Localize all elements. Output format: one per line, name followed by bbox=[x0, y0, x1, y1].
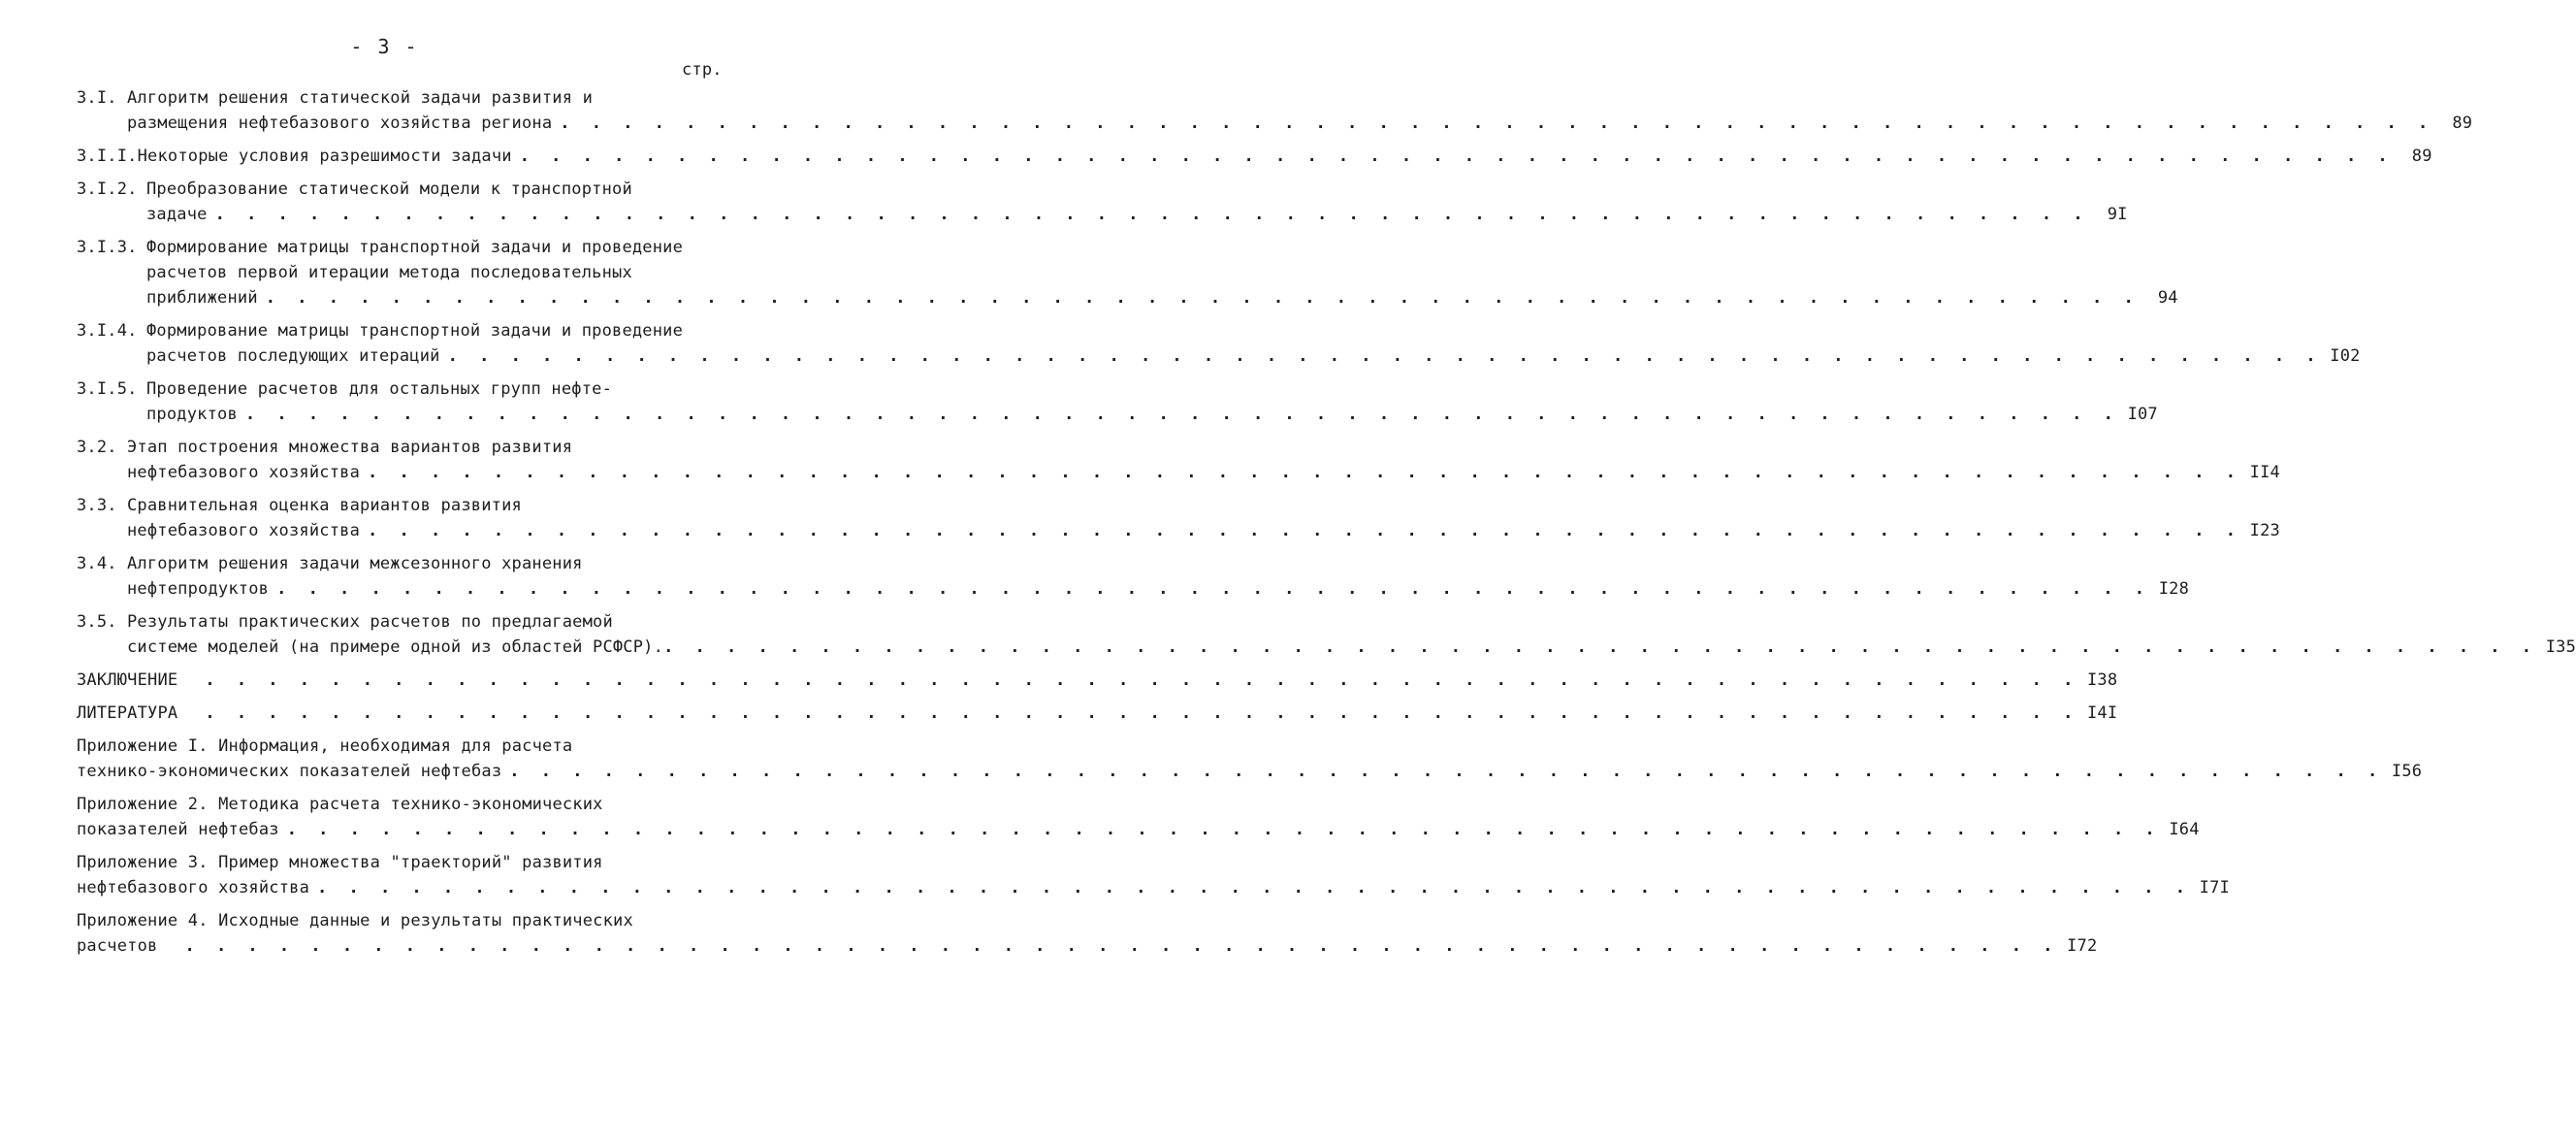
entry-title-line: нефтебазового хозяйства bbox=[77, 878, 310, 898]
entry-title-line: Этап построения множества вариантов развития bbox=[127, 438, 573, 457]
section-number: 3.I.5. bbox=[77, 379, 138, 399]
page-ref: II4 bbox=[2249, 463, 2280, 482]
entry-title-line: Формирование матрицы транспортной задачи и проведение bbox=[146, 238, 684, 257]
page-ref: I35 bbox=[2545, 637, 2576, 657]
section-number: 3.3. bbox=[77, 496, 117, 515]
dot-leader: . . . . . . . . . . . . . . . . . . . . . . . . . . . . . . . . . . . . . . . . . . . . . . . . . . . . . . . . . . . . bbox=[205, 703, 2079, 723]
page-ref: 94 bbox=[2157, 288, 2178, 308]
entry-title-line: системе моделей (на примере одной из областей РСФСР). bbox=[127, 637, 664, 657]
section-number: 3.5. bbox=[77, 612, 117, 632]
entry-title-line: Приложение 3. Пример множества "траекторий" развития bbox=[77, 853, 603, 872]
entry-title-line: расчетов bbox=[77, 936, 158, 956]
dot-leader: . . . . . . . . . . . . . . . . . . . . . . . . . . . . . . . . . . . . . . . . . . . . . . . . . . . . . . . . . . . . bbox=[663, 637, 2538, 657]
page-ref: I28 bbox=[2158, 579, 2190, 599]
section-number: 3.2. bbox=[77, 438, 117, 457]
toc-entry-appendix-4[interactable] bbox=[77, 908, 2098, 959]
page-ref: 89 bbox=[2411, 147, 2432, 166]
entry-title-line: задаче bbox=[146, 205, 208, 224]
section-number: 3.I.3. bbox=[77, 238, 138, 257]
dot-leader: . . . . . . . . . . . . . . . . . . . . . . . . . . . . . . . . . . . . . . . . . . . . . . . . . . . . . . . . . . . . bbox=[447, 346, 2322, 366]
dot-leader: . . . . . . . . . . . . . . . . . . . . . . . . . . . . . . . . . . . . . . . . . . . . . . . . . . . . . . . . . . . . bbox=[286, 820, 2161, 839]
entry-title-line: ЛИТЕРАТУРА bbox=[77, 703, 178, 723]
dot-leader: . . . . . . . . . . . . . . . . . . . . . . . . . . . . . . . . . . . . . . . . . . . . . . . . . . . . . . . . . . . . bbox=[205, 670, 2079, 690]
dot-leader: . . . . . . . . . . . . . . . . . . . . . . . . . . . . . . . . . . . . . . . . . . . . . . . . . . . . . . . . . . . . bbox=[276, 579, 2151, 599]
toc-entry-3-2[interactable] bbox=[77, 435, 2280, 485]
entry-title-line: Приложение 4. Исходные данные и результаты практических bbox=[77, 911, 633, 931]
toc-entry-literature[interactable] bbox=[77, 701, 2118, 726]
entry-title-line: Приложение I. Информация, необходимая для расчета bbox=[77, 736, 573, 756]
entry-title-line: технико-экономических показателей нефтебаз bbox=[77, 762, 502, 781]
dot-leader: . . . . . . . . . . . . . . . . . . . . . . . . . . . . . . . . . . . . . . . . . . . . . . . . . . . . . . . . . . . . bbox=[560, 114, 2434, 133]
toc-entry-appendix-1[interactable] bbox=[77, 734, 2423, 784]
page-ref: I56 bbox=[2391, 762, 2423, 781]
entry-title-line: Приложение 2. Методика расчета технико-экономических bbox=[77, 795, 603, 814]
dot-leader: . . . . . . . . . . . . . . . . . . . . . . . . . . . . . . . . . . . . . . . . . . . . . . . . . . . . . . . . . . . . bbox=[317, 878, 2191, 898]
page-ref: I02 bbox=[2330, 346, 2361, 366]
entry-title-line: Некоторые условия разрешимости задачи bbox=[137, 147, 512, 166]
page-ref: I07 bbox=[2127, 405, 2158, 424]
page-ref: I23 bbox=[2249, 521, 2280, 540]
entry-title-line: продуктов bbox=[146, 405, 238, 424]
dot-leader: . . . . . . . . . . . . . . . . . . . . . . . . . . . . . . . . . . . . . . . . . . . . . . . . . . . . . . . . . . . . bbox=[244, 405, 2119, 424]
entry-title-line: нефтебазового хозяйства bbox=[127, 463, 361, 482]
toc-entry-3-1-2[interactable] bbox=[77, 177, 2128, 227]
page-number: - 3 - bbox=[350, 35, 419, 58]
toc-entry-conclusion[interactable] bbox=[77, 668, 2118, 693]
toc-entry-3-1-3[interactable] bbox=[77, 235, 2178, 310]
entry-title-line: Формирование матрицы транспортной задачи и проведение bbox=[146, 321, 684, 341]
section-number: 3.4. bbox=[77, 554, 117, 573]
entry-title-line: Преобразование статической модели к транспортной bbox=[146, 180, 632, 199]
dot-leader: . . . . . . . . . . . . . . . . . . . . . . . . . . . . . . . . . . . . . . . . . . . . . . . . . . . . . . . . . . . . bbox=[184, 936, 2059, 956]
page-ref: I4I bbox=[2087, 703, 2118, 723]
entry-title-line: Сравнительная оценка вариантов развития bbox=[127, 496, 522, 515]
page-ref: I38 bbox=[2087, 670, 2118, 690]
page-ref: 89 bbox=[2452, 114, 2473, 133]
entry-title-line: Проведение расчетов для остальных групп нефте- bbox=[146, 379, 613, 399]
entry-title-line: расчетов последующих итераций bbox=[146, 346, 440, 366]
toc-entry-3-1-4[interactable] bbox=[77, 318, 2361, 369]
toc-entry-3-1-1[interactable] bbox=[77, 144, 2432, 169]
entry-title-line: Результаты практических расчетов по предлагаемой bbox=[127, 612, 613, 632]
entry-title-line: нефтепродуктов bbox=[127, 579, 270, 599]
page-column-header: стр. bbox=[682, 60, 723, 80]
entry-title-line: размещения нефтебазового хозяйства региона bbox=[127, 114, 553, 133]
toc-entry-3-3[interactable] bbox=[77, 493, 2280, 543]
page-ref: I72 bbox=[2067, 936, 2098, 956]
toc-entry-appendix-2[interactable] bbox=[77, 792, 2200, 842]
dot-leader: . . . . . . . . . . . . . . . . . . . . . . . . . . . . . . . . . . . . . . . . . . . . . . . . . . . . . . . . . . . . bbox=[368, 463, 2241, 482]
toc-entry-3-4[interactable] bbox=[77, 551, 2190, 602]
entry-title-line: Алгоритм решения статической задачи развития и bbox=[127, 88, 594, 108]
entry-title-line: нефтебазового хозяйства bbox=[127, 521, 361, 540]
section-number: 3.I. bbox=[77, 88, 117, 108]
table-of-contents bbox=[77, 85, 2576, 966]
section-number: 3.I.I. bbox=[77, 147, 138, 166]
page-ref: 9I bbox=[2107, 205, 2128, 224]
dot-leader: . . . . . . . . . . . . . . . . . . . . . . . . . . . . . . . . . . . . . . . . . . . . . . . . . . . . . . . . . . . . bbox=[265, 288, 2140, 308]
entry-title-line: ЗАКЛЮЧЕНИЕ bbox=[77, 670, 178, 690]
dot-leader: . . . . . . . . . . . . . . . . . . . . . . . . . . . . . . . . . . . . . . . . . . . . . . . . . . . . . . . . . . . . bbox=[509, 762, 2384, 781]
toc-entry-3-5[interactable] bbox=[77, 609, 2576, 660]
toc-entry-appendix-3[interactable] bbox=[77, 850, 2230, 900]
entry-title-line: Алгоритм решения задачи межсезонного хранения bbox=[127, 554, 583, 573]
dot-leader: . . . . . . . . . . . . . . . . . . . . . . . . . . . . . . . . . . . . . . . . . . . . . . . . . . . . . . . . . . . . bbox=[368, 521, 2241, 540]
entry-title-line: приближений bbox=[146, 288, 258, 308]
page-ref: I7I bbox=[2199, 878, 2230, 898]
page-ref: I64 bbox=[2169, 820, 2200, 839]
dot-leader: . . . . . . . . . . . . . . . . . . . . . . . . . . . . . . . . . . . . . . . . . . . . . . . . . . . . . . . . . . . . bbox=[214, 205, 2089, 224]
dot-leader: . . . . . . . . . . . . . . . . . . . . . . . . . . . . . . . . . . . . . . . . . . . . . . . . . . . . . . . . . . . . bbox=[519, 147, 2394, 166]
toc-entry-3-1[interactable] bbox=[77, 85, 2473, 136]
entry-title-line: расчетов первой итерации метода последовательных bbox=[146, 263, 632, 282]
section-number: 3.I.2. bbox=[77, 180, 138, 199]
entry-title-line: показателей нефтебаз bbox=[77, 820, 279, 839]
toc-entry-3-1-5[interactable] bbox=[77, 376, 2158, 427]
section-number: 3.I.4. bbox=[77, 321, 138, 341]
